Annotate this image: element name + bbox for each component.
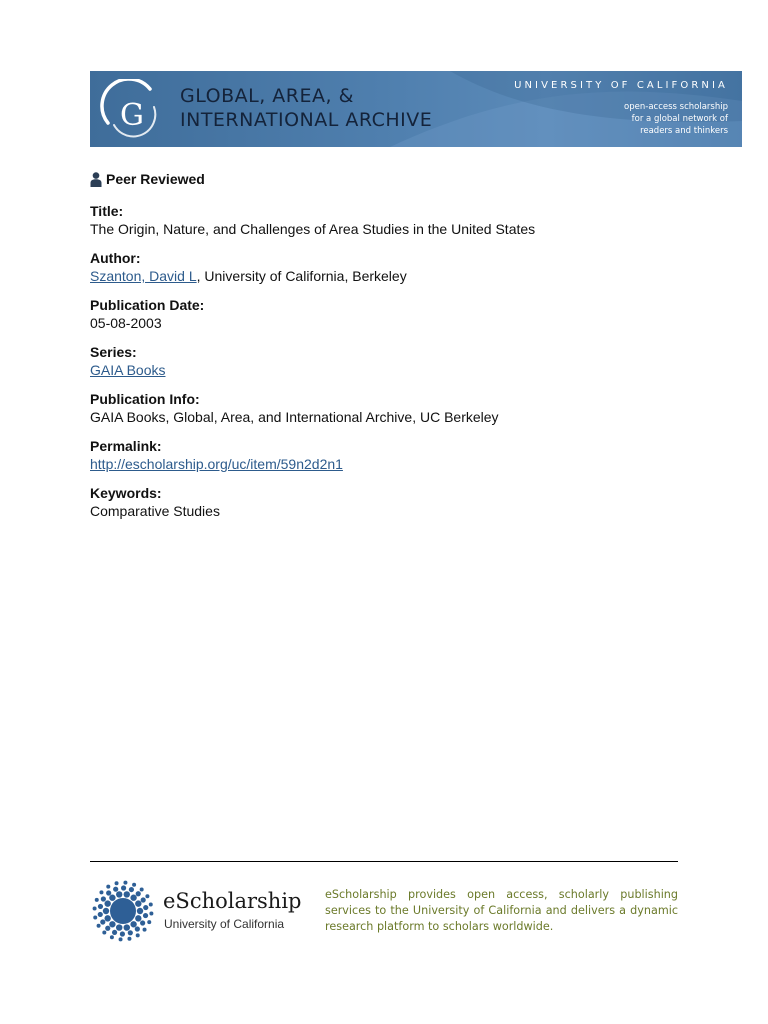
publication-info-field (90, 391, 690, 427)
logo-dot (130, 895, 136, 901)
logo-dot (123, 881, 127, 885)
logo-dot (106, 885, 110, 889)
author-affiliation: , University of California, Berkeley (196, 268, 407, 284)
logo-dot (110, 935, 114, 939)
logo-dot (101, 896, 106, 901)
logo-dot (99, 890, 103, 894)
metadata-list (90, 203, 690, 532)
banner-title (180, 84, 432, 132)
series-label: Series: (90, 344, 137, 360)
escholarship-description: eScholarship provides open access, scholarly publishing services to the University of California and delivers a dynamic research platform to scholars worldwide. (325, 888, 678, 933)
series-link[interactable]: GAIA Books (90, 362, 166, 378)
author-field (90, 250, 690, 286)
banner-tagline (528, 101, 728, 137)
logo-dot (135, 926, 140, 931)
footer-divider (90, 861, 678, 862)
logo-dot (97, 924, 101, 928)
publication-date-field (90, 297, 690, 333)
keywords-value: Comparative Studies (90, 503, 220, 519)
tagline-line2: for a global network of (631, 114, 728, 124)
keywords-field (90, 485, 690, 521)
permalink-field (90, 438, 690, 474)
logo-dot (143, 928, 147, 932)
logo-dot (130, 921, 136, 927)
person-icon (90, 172, 102, 187)
university-name: UNIVERSITY OF CALIFORNIA (514, 80, 728, 91)
permalink-link[interactable]: http://escholarship.org/uc/item/59n2d2n1 (90, 456, 343, 472)
logo-dot (112, 930, 117, 935)
logo-dot (149, 911, 153, 915)
banner-title-line2: INTERNATIONAL ARCHIVE (180, 109, 433, 131)
title-value: The Origin, Nature, and Challenges of Area Studies in the United States (90, 221, 536, 237)
peer-reviewed-badge (90, 170, 205, 188)
logo-dot (124, 924, 130, 930)
logo-dot (116, 891, 122, 897)
logo-dot (106, 890, 111, 895)
logo-dot (135, 900, 141, 906)
logo-dot (98, 912, 103, 917)
gaia-logo-icon (100, 79, 160, 139)
logo-dot (120, 931, 125, 936)
logo-dot (136, 933, 140, 937)
logo-dot (116, 924, 122, 930)
logo-dot (147, 920, 151, 924)
logo-dot (93, 915, 97, 919)
logo-dot (132, 883, 136, 887)
logo-dot (136, 891, 141, 896)
escholarship-brand: eScholarship (163, 889, 302, 913)
logo-dot (143, 905, 148, 910)
publication-info-value: GAIA Books, Global, Area, and International Archive, UC Berkeley (90, 409, 499, 425)
logo-dot (109, 921, 115, 927)
logo-dot (104, 915, 110, 921)
publication-date-value: 05-08-2003 (90, 315, 162, 331)
logo-dot (102, 931, 106, 935)
logo-dot (104, 900, 110, 906)
permalink-label: Permalink: (90, 438, 162, 454)
logo-dot (109, 895, 115, 901)
title-field (90, 203, 690, 239)
series-field (90, 344, 690, 380)
permalink-value (90, 455, 690, 474)
publication-info-label: Publication Info: (90, 391, 200, 407)
logo-dot (135, 915, 141, 921)
logo-dot (128, 930, 133, 935)
logo-dot (100, 919, 105, 924)
series-value (90, 361, 690, 380)
logo-dot (103, 908, 109, 914)
logo-dot (98, 904, 103, 909)
logo-dot (140, 887, 144, 891)
keywords-label: Keywords: (90, 485, 162, 501)
peer-reviewed-label: Peer Reviewed (106, 171, 205, 187)
logo-dot (127, 937, 131, 941)
archive-banner (90, 71, 742, 147)
logo-dot (143, 913, 148, 918)
escholarship-university: University of California (164, 917, 285, 931)
title-label: Title: (90, 203, 124, 219)
logo-dot (137, 908, 143, 914)
author-value (90, 267, 690, 286)
logo-dot (141, 897, 146, 902)
publication-date-label: Publication Date: (90, 297, 205, 313)
logo-dot (145, 894, 149, 898)
logo-dot (115, 881, 119, 885)
escholarship-logo-icon (92, 880, 154, 942)
author-label: Author: (90, 250, 141, 266)
logo-dot (93, 907, 97, 911)
author-link[interactable]: Szanton, David L (90, 268, 197, 284)
banner-logo-letter: G (120, 98, 144, 133)
logo-dot (95, 898, 99, 902)
logo-dot (124, 891, 130, 897)
logo-dot (121, 885, 126, 890)
logo-dot (113, 887, 118, 892)
logo-dot (105, 926, 110, 931)
logo-dot (119, 937, 123, 941)
banner-title-line1: GLOBAL, AREA, & (180, 85, 354, 107)
logo-dot (149, 903, 153, 907)
logo-dot (129, 887, 134, 892)
tagline-line1: open-access scholarship (624, 102, 728, 112)
logo-dot (140, 920, 145, 925)
tagline-line3: readers and thinkers (640, 126, 728, 136)
